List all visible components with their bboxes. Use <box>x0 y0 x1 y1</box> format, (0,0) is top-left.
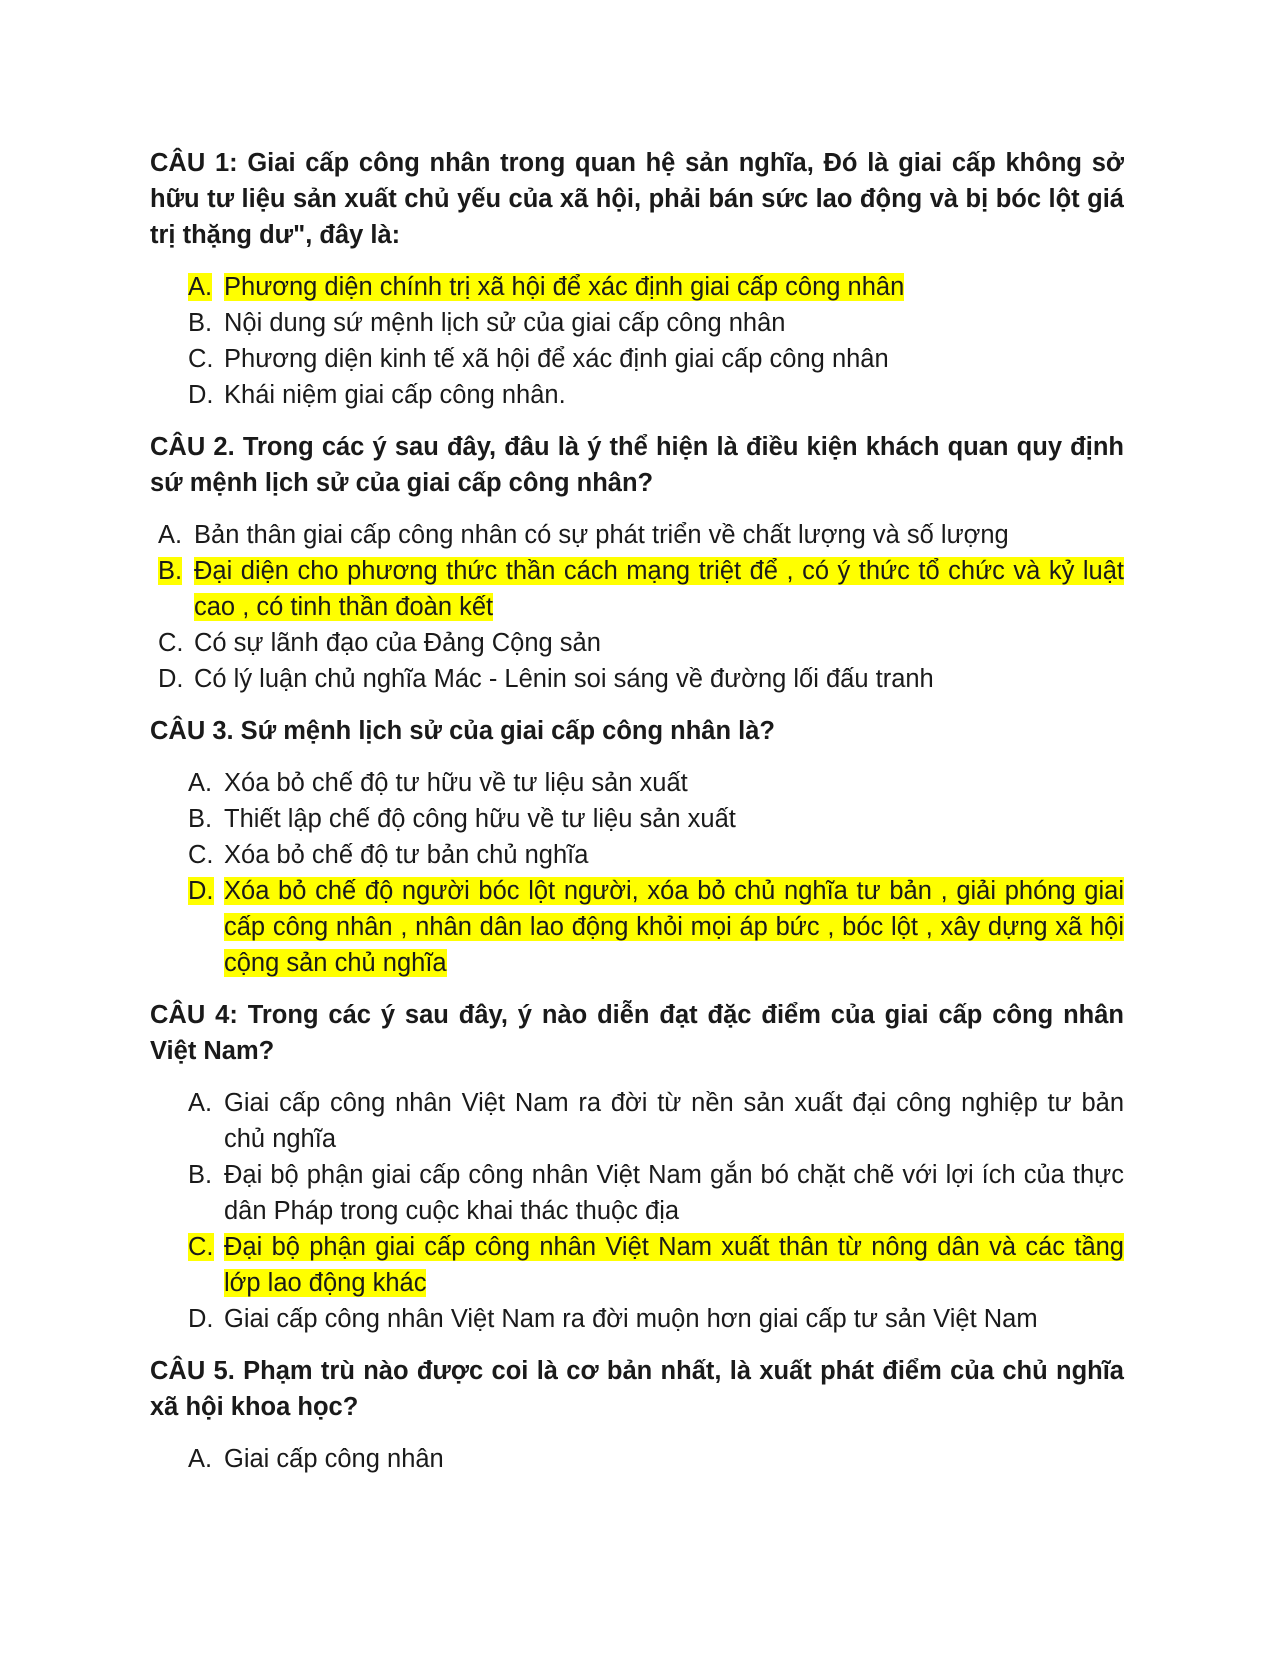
option-4a: A. Giai cấp công nhân Việt Nam ra đời từ nền sản xuất đại công nghiệp tư bản chủ nghĩa <box>188 1089 1124 1153</box>
question-3-options <box>188 765 1124 981</box>
option-2a: A. Bản thân giai cấp công nhân có sự phát triển về chất lượng và số lượng <box>158 521 1009 549</box>
document-page <box>150 145 1124 1493</box>
option-4c: C. Đại bộ phận giai cấp công nhân Việt Nam xuất thân từ nông dân và các tầng lớp lao động khác <box>188 1233 1124 1297</box>
option-2c: C. Có sự lãnh đạo của Đảng Cộng sản <box>158 629 601 657</box>
option-4d: D. Giai cấp công nhân Việt Nam ra đời muộn hơn giai cấp tư sản Việt Nam <box>188 1305 1038 1333</box>
option-3a: A. Xóa bỏ chế độ tư hữu về tư liệu sản xuất <box>188 769 688 797</box>
option-1b: B. Nội dung sứ mệnh lịch sử của giai cấp công nhân <box>188 309 786 337</box>
option-3d: D. Xóa bỏ chế độ người bóc lột người, xóa bỏ chủ nghĩa tư bản , giải phóng giai cấp công nhân , nhân dân lao động khỏi mọi áp bức , bóc lột , xây dựng xã hội cộng sản chủ nghĩa <box>188 877 1124 977</box>
option-4b: B. Đại bộ phận giai cấp công nhân Việt Nam gắn bó chặt chẽ với lợi ích của thực dân Pháp trong cuộc khai thác thuộc địa <box>188 1161 1124 1225</box>
option-1c: C. Phương diện kinh tế xã hội để xác định giai cấp công nhân <box>188 345 889 373</box>
question-3-title: CÂU 3. Sứ mệnh lịch sử của giai cấp công nhân là? <box>150 717 775 745</box>
option-3c: C. Xóa bỏ chế độ tư bản chủ nghĩa <box>188 841 589 869</box>
option-3b: B. Thiết lập chế độ công hữu về tư liệu sản xuất <box>188 805 736 833</box>
option-5a: A. Giai cấp công nhân <box>188 1445 444 1473</box>
option-2d: D. Có lý luận chủ nghĩa Mác - Lênin soi sáng về đường lối đấu tranh <box>158 665 934 693</box>
question-1-title: CÂU 1: Giai cấp công nhân trong quan hệ sản nghĩa, Đó là giai cấp không sở hữu tư liệu sản xuất chủ yếu của xã hội, phải bán sức lao động và bị bóc lột giá trị thặng dư", đây là: <box>150 149 1124 249</box>
question-4-title: CÂU 4: Trong các ý sau đây, ý nào diễn đạt đặc điểm của giai cấp công nhân Việt Nam? <box>150 1001 1124 1065</box>
question-2-title: CÂU 2. Trong các ý sau đây, đâu là ý thể hiện là điều kiện khách quan quy định sứ mệnh lịch sử của giai cấp công nhân? <box>150 433 1124 497</box>
question-4-options <box>188 1085 1124 1337</box>
question-5-title: CÂU 5. Phạm trù nào được coi là cơ bản nhất, là xuất phát điểm của chủ nghĩa xã hội khoa học? <box>150 1357 1124 1421</box>
question-1-options <box>188 269 1124 413</box>
option-1d: D. Khái niệm giai cấp công nhân. <box>188 381 566 409</box>
option-1a: A. Phương diện chính trị xã hội để xác định giai cấp công nhân <box>188 273 905 301</box>
question-2-options <box>158 517 1124 697</box>
option-2b: B. Đại diện cho phương thức thần cách mạng triệt để , có ý thức tổ chức và kỷ luật cao , có tinh thần đoàn kết <box>158 557 1124 621</box>
question-5-options <box>188 1441 1124 1477</box>
